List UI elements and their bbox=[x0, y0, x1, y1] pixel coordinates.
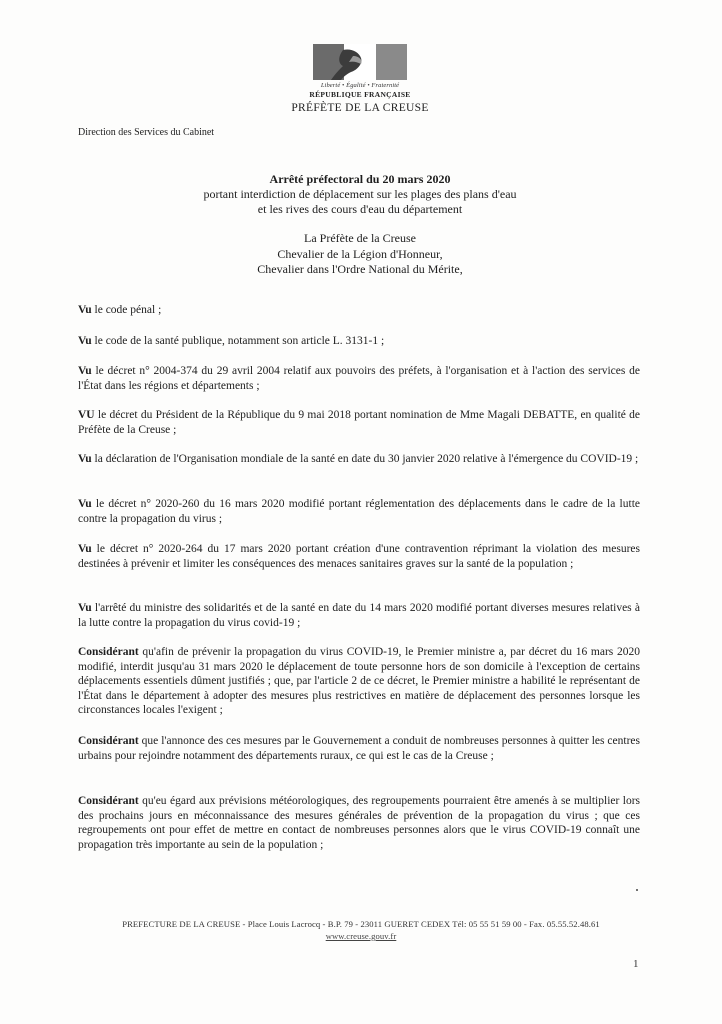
paragraph-vu-decret-2020-260: Vu le décret n° 2020-260 du 16 mars 2020 modifié portant réglementation des déplacements dans le cadre de la lutte contre la propagation du virus ; bbox=[78, 498, 640, 525]
paragraph-considerant-2: Considérant que l'annonce des ces mesures par le Gouvernement a conduit de nombreuses personnes à quitter les centres urbains pour rejoindre notamment des départements ruraux, ce qui est le cas de la Creuse ; bbox=[78, 735, 640, 762]
paragraph-vu-code-penal: Vu le code pénal ; bbox=[78, 304, 162, 316]
footer bbox=[60, 919, 662, 941]
paragraph-vu-code-sante: Vu le code de la santé publique, notamment son article L. 3131-1 ; bbox=[78, 335, 385, 347]
authority-line-1: La Préfète de la Creuse bbox=[304, 231, 416, 245]
paragraph-vu-decret-2004: Vu le décret n° 2004-374 du 29 avril 2004 relatif aux pouvoirs des préfets, à l'organisation et à l'action des services de l'État dans les régions et départements ; bbox=[78, 365, 640, 392]
paragraph-vu-oms: Vu la déclaration de l'Organisation mondiale de la santé en date du 30 janvier 2020 relative à l'émergence du COVID-19 ; bbox=[78, 453, 639, 465]
page-number: 1 bbox=[633, 958, 639, 970]
republic-logo-block bbox=[290, 44, 430, 114]
authority-block bbox=[100, 231, 620, 278]
paragraph-vu-arrete-ministre: Vu l'arrêté du ministre des solidarités et de la santé en date du 14 mars 2020 modifié portant diverses mesures relatives à la lutte contre la propagation du virus covid-19 ; bbox=[78, 602, 640, 629]
decree-title bbox=[100, 172, 620, 217]
paragraph-considerant-3: Considérant qu'eu égard aux prévisions météorologiques, des regroupements pourraient être amenés à se multiplier lors des prochains jours en méconnaissance des mesures générales de prévention de la propagation du virus ; que ces regroupements ont pour effet de mettre en contact de nombreuses personnes alors que le virus COVID-19 connaît une propagation très importante au sein de la population ; bbox=[78, 795, 640, 851]
decree-title-line-1: Arrêté préfectoral du 20 mars 2020 bbox=[269, 172, 451, 186]
republic-motto: Liberté • Égalité • Fraternité bbox=[320, 82, 400, 89]
service-name: Direction des Services du Cabinet bbox=[78, 127, 215, 138]
footer-address: PREFECTURE DE LA CREUSE - Place Louis Lacrocq - B.P. 79 - 23011 GUERET CEDEX Tél: 05 55 51 59 00 - Fax. 05.55.52.48.61 bbox=[122, 919, 600, 929]
paragraph-vu-nomination: VU le décret du Président de la République du 9 mai 2018 portant nomination de Mme Magali DEBATTE, en qualité de Préfète de la Creuse ; bbox=[78, 409, 640, 436]
decree-title-line-2: portant interdiction de déplacement sur les plages des plans d'eau bbox=[203, 187, 517, 201]
authority-line-2: Chevalier de la Légion d'Honneur, bbox=[277, 246, 443, 261]
marianne-logo-icon bbox=[313, 44, 407, 80]
republic-name: RÉPUBLIQUE FRANÇAISE bbox=[309, 90, 411, 99]
footer-url[interactable]: www.creuse.gouv.fr bbox=[325, 931, 397, 941]
authority-line-3: Chevalier dans l'Ordre National du Mérite, bbox=[257, 262, 463, 276]
paragraph-considerant-1: Considérant qu'afin de prévenir la propagation du virus COVID-19, le Premier ministre a, par décret du 16 mars 2020 modifié, interdit jusqu'au 31 mars 2020 le déplacement de toute personne hors de son domicile à l'exception de certains déplacements essentiels dûment justifiés ; que, par l'article 2 de ce décret, le Premier ministre a habilité le représentant de l'État dans le département à adopter des mesures plus restrictives en matière de déplacement des personnes lorsque les circonstances locales l'exigent ; bbox=[78, 646, 640, 716]
scan-speck bbox=[636, 889, 638, 891]
prefecture-name: PRÉFÈTE DE LA CREUSE bbox=[291, 102, 429, 114]
decree-title-line-3: et les rives des cours d'eau du département bbox=[257, 202, 463, 216]
paragraph-vu-decret-2020-264: Vu le décret n° 2020-264 du 17 mars 2020 portant création d'une contravention réprimant la violation des mesures destinées à prévenir et limiter les conséquences des menaces sanitaires graves sur la santé de la population ; bbox=[78, 543, 640, 570]
